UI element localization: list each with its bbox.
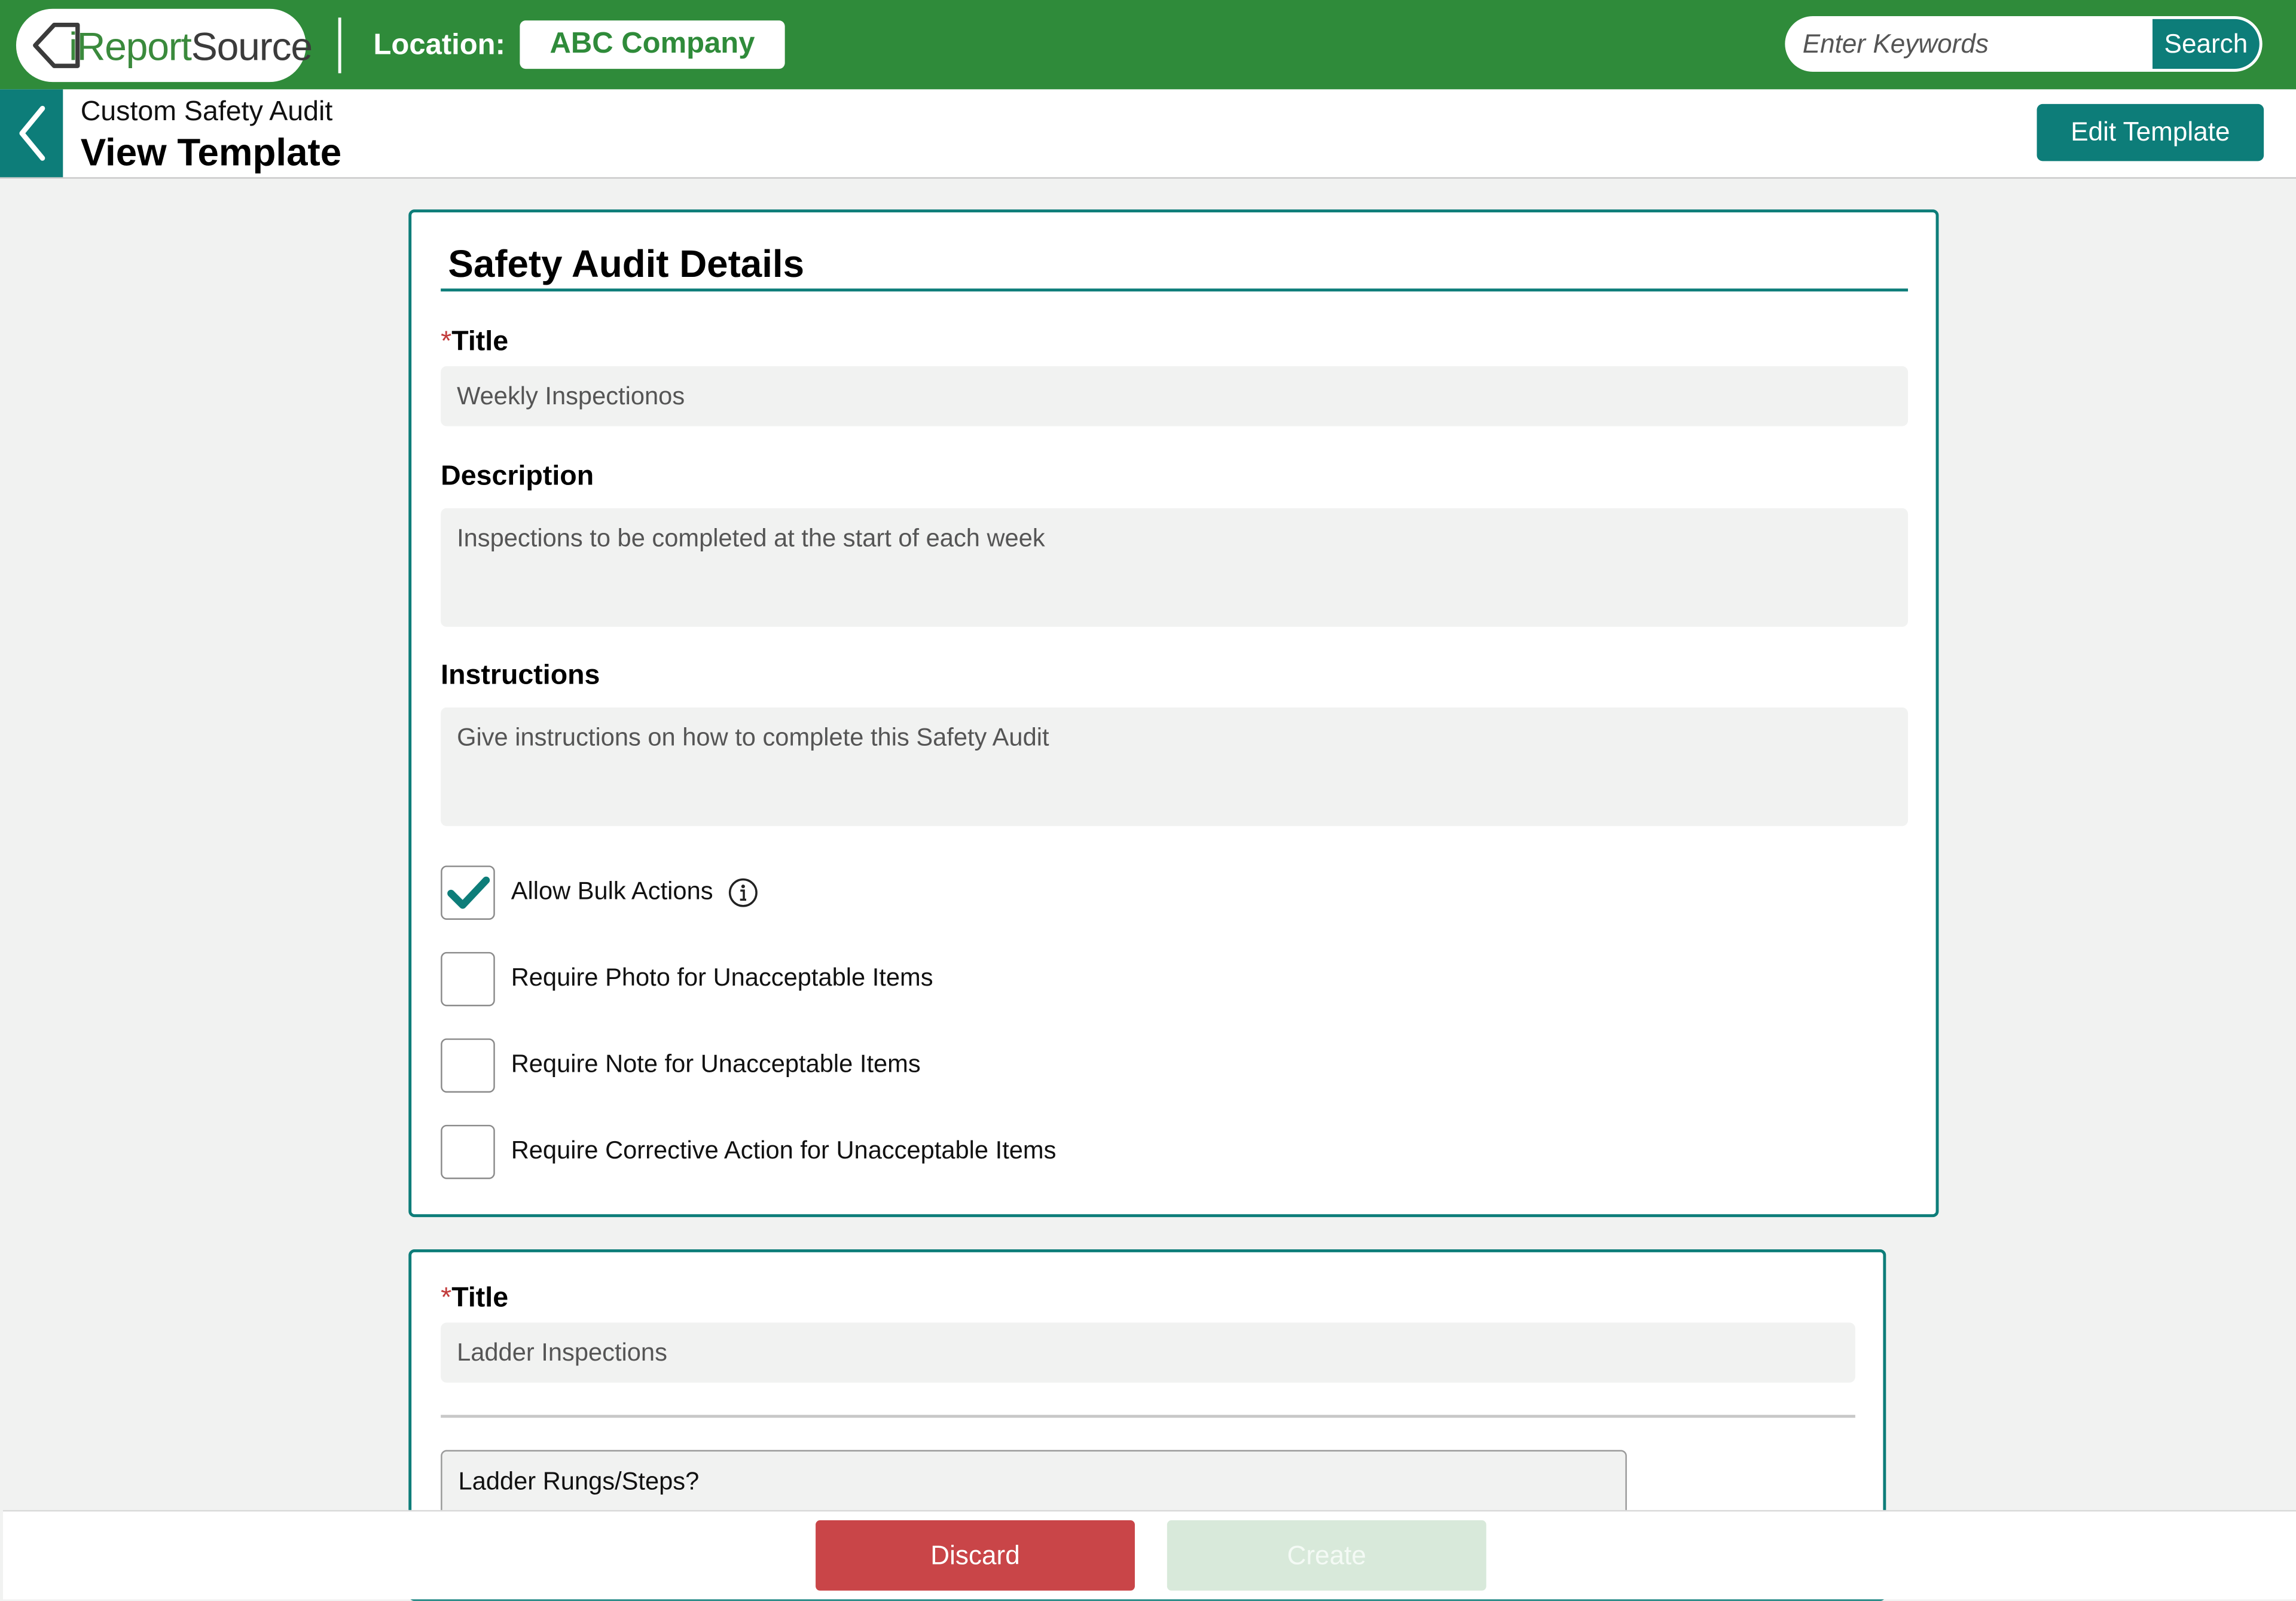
option-allow-bulk-actions xyxy=(441,864,758,920)
title-field[interactable]: Weekly Inspectionos xyxy=(441,366,1908,426)
question-item[interactable]: Ladder Rungs/Steps? xyxy=(441,1450,1627,1538)
required-marker: * xyxy=(441,327,452,358)
title-label: *Title xyxy=(441,327,509,358)
section-title: Safety Audit Details xyxy=(448,242,805,286)
require-note-label: Require Note for Unacceptable Items xyxy=(511,1050,921,1078)
create-button[interactable]: Create xyxy=(1167,1520,1486,1591)
back-button[interactable] xyxy=(0,89,63,177)
location-selector[interactable]: ABC Company xyxy=(520,20,784,69)
allow-bulk-actions-checkbox[interactable] xyxy=(441,865,495,919)
chevron-left-icon xyxy=(16,104,48,163)
option-require-photo xyxy=(441,950,933,1006)
option-require-corrective-action xyxy=(441,1123,1056,1179)
require-corrective-action-label: Require Corrective Action for Unacceptable Items xyxy=(511,1136,1057,1164)
page-header xyxy=(0,89,2296,178)
breadcrumb: Custom Safety Audit xyxy=(80,96,333,128)
allow-bulk-actions-label: Allow Bulk Actions xyxy=(511,877,713,905)
topbar-divider xyxy=(338,17,341,73)
section-title-label: *Title xyxy=(441,1283,509,1314)
section-divider xyxy=(441,288,1908,291)
location-label: Location: xyxy=(373,29,505,62)
search-button[interactable]: Search xyxy=(2151,17,2261,70)
discard-button[interactable]: Discard xyxy=(816,1520,1135,1591)
required-marker: * xyxy=(441,1283,452,1314)
require-photo-label: Require Photo for Unacceptable Items xyxy=(511,963,933,992)
page-title: View Template xyxy=(80,130,342,175)
section-title-field[interactable]: Ladder Inspections xyxy=(441,1322,1855,1382)
option-require-note xyxy=(441,1037,921,1093)
info-icon[interactable] xyxy=(728,877,758,907)
footer-bar xyxy=(3,1510,2296,1599)
checkmark-icon xyxy=(446,874,490,910)
require-corrective-action-checkbox[interactable] xyxy=(441,1124,495,1179)
app-logo[interactable] xyxy=(16,9,312,82)
description-label: Description xyxy=(441,461,594,492)
instructions-field[interactable]: Give instructions on how to complete this Safety Audit xyxy=(441,708,1908,826)
section-divider xyxy=(441,1415,1855,1418)
search-input[interactable] xyxy=(1785,16,2151,72)
require-photo-checkbox[interactable] xyxy=(441,952,495,1006)
safety-audit-details-card xyxy=(408,209,1938,1217)
search-bar xyxy=(1785,16,2262,72)
instructions-label: Instructions xyxy=(441,660,600,691)
logo-text: iReportSource xyxy=(69,25,312,69)
edit-template-button[interactable]: Edit Template xyxy=(2037,104,2264,161)
top-bar xyxy=(0,0,2296,89)
require-note-checkbox[interactable] xyxy=(441,1038,495,1092)
description-field[interactable]: Inspections to be completed at the start of each week xyxy=(441,508,1908,627)
